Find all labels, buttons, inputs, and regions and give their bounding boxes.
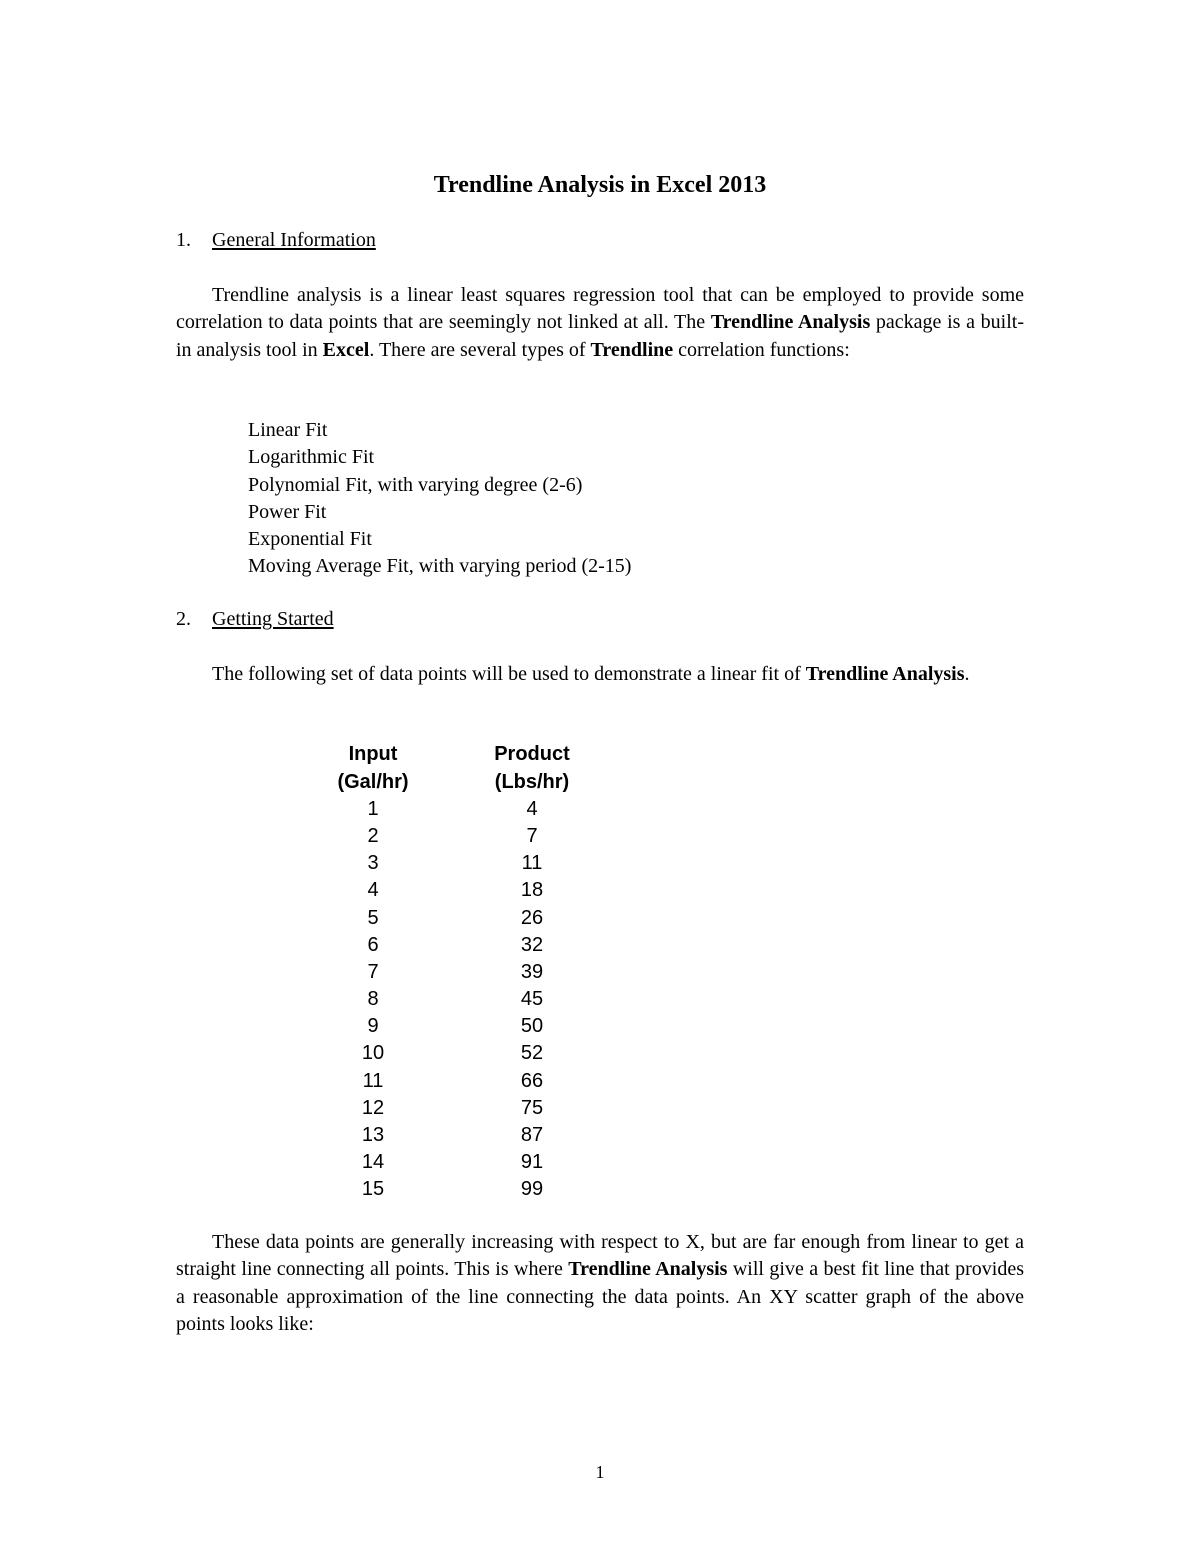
table-row [317,877,603,904]
input-cell: 8 [367,988,379,1011]
text-run: These data points are generally increasing with respect to X, but are far enough from linear to get a straight line connecting all points. This is where [176,1231,1024,1281]
input-cell: 3 [367,852,379,875]
section-2-title: Getting Started [212,608,334,630]
table-row [317,932,603,959]
input-cell: 5 [367,906,379,929]
table-header-row [317,740,603,768]
list-item: Polynomial Fit, with varying degree (2-6) [248,473,583,496]
product-cell: 32 [520,933,544,956]
product-cell: 7 [526,825,538,848]
input-cell: 1 [367,798,379,820]
product-cell: 18 [520,879,544,902]
input-cell: 2 [367,825,379,848]
input-cell: 13 [361,1123,385,1146]
table-row [317,1068,603,1095]
text-run: correlation functions: [673,338,850,361]
product-cell: 50 [520,1015,544,1038]
input-cell: 14 [361,1151,385,1174]
table-row [317,1013,603,1040]
column-header-product-unit: (Lbs/hr) [494,771,570,793]
table-header-row [317,768,603,796]
column-header-product: Product [494,743,570,765]
list-item: Exponential Fit [248,528,372,551]
product-cell: 45 [520,988,544,1011]
product-cell: 4 [526,798,538,820]
column-header-input-unit: (Gal/hr) [337,771,409,793]
product-cell: 91 [520,1151,544,1174]
table-row [317,1176,603,1203]
input-cell: 15 [361,1178,385,1201]
product-cell: 39 [520,960,544,983]
section-1-heading [176,227,376,254]
text-run: Trendline analysis is a linear least squares regression tool that can be employed to provide some correlation to data points that are seemingly not linked at all. The [176,284,1024,334]
data-table [317,740,603,1203]
list-item: Logarithmic Fit [248,446,375,469]
section-2-intro-paragraph [176,661,1024,688]
input-cell: 7 [367,960,379,983]
list-item: Moving Average Fit, with varying period (2-15) [248,555,632,578]
input-cell: 10 [361,1042,385,1065]
text-run: . [964,663,970,685]
input-cell: 12 [361,1096,385,1119]
bold-run: Trendline Analysis [710,311,871,334]
list-item: Power Fit [248,500,327,523]
product-cell: 75 [520,1096,544,1119]
list-item: Linear Fit [248,419,328,441]
table-row [317,905,603,932]
table-row [317,796,603,823]
section-2-closing-paragraph [176,1229,1024,1338]
bold-run: Excel [322,338,370,361]
product-cell: 52 [520,1042,544,1065]
table-row [317,850,603,877]
product-cell: 11 [521,852,543,875]
page-number: 1 [595,1462,605,1482]
section-1-paragraph [176,282,1024,364]
page-title: Trendline Analysis in Excel 2013 [433,172,767,198]
table-row [317,1095,603,1122]
text-run: will give a best fit line that provides a reasonable approximation of the line connecting the data points. An XY scatter graph of the above points looks like: [176,1258,1024,1335]
input-cell: 11 [362,1069,384,1092]
table-row [317,1040,603,1067]
table-row [317,1149,603,1176]
section-1-number: 1. [176,229,191,251]
table-body [317,796,603,1203]
product-cell: 26 [520,906,544,929]
product-cell: 87 [520,1123,544,1146]
bold-run: Trendline [590,338,674,361]
section-1-title: General Information [212,229,376,251]
text-run: . There are several types of [369,338,591,361]
input-cell: 4 [367,879,379,902]
table-row [317,823,603,850]
column-header-input: Input [348,743,398,765]
fit-types-list [248,417,631,581]
bold-run: Trendline Analysis [805,663,965,685]
product-cell: 66 [520,1069,544,1092]
table-row [317,959,603,986]
section-2-heading [176,606,334,633]
input-cell: 6 [367,933,379,956]
table-row [317,986,603,1013]
table-row [317,1122,603,1149]
bold-run: Trendline Analysis [568,1258,728,1281]
input-cell: 9 [367,1015,379,1038]
section-2-number: 2. [176,608,191,630]
text-run: The following set of data points will be used to demonstrate a linear fit of [212,663,806,685]
text-run: package is a built-in analysis tool in [176,311,1025,361]
product-cell: 99 [520,1178,544,1201]
